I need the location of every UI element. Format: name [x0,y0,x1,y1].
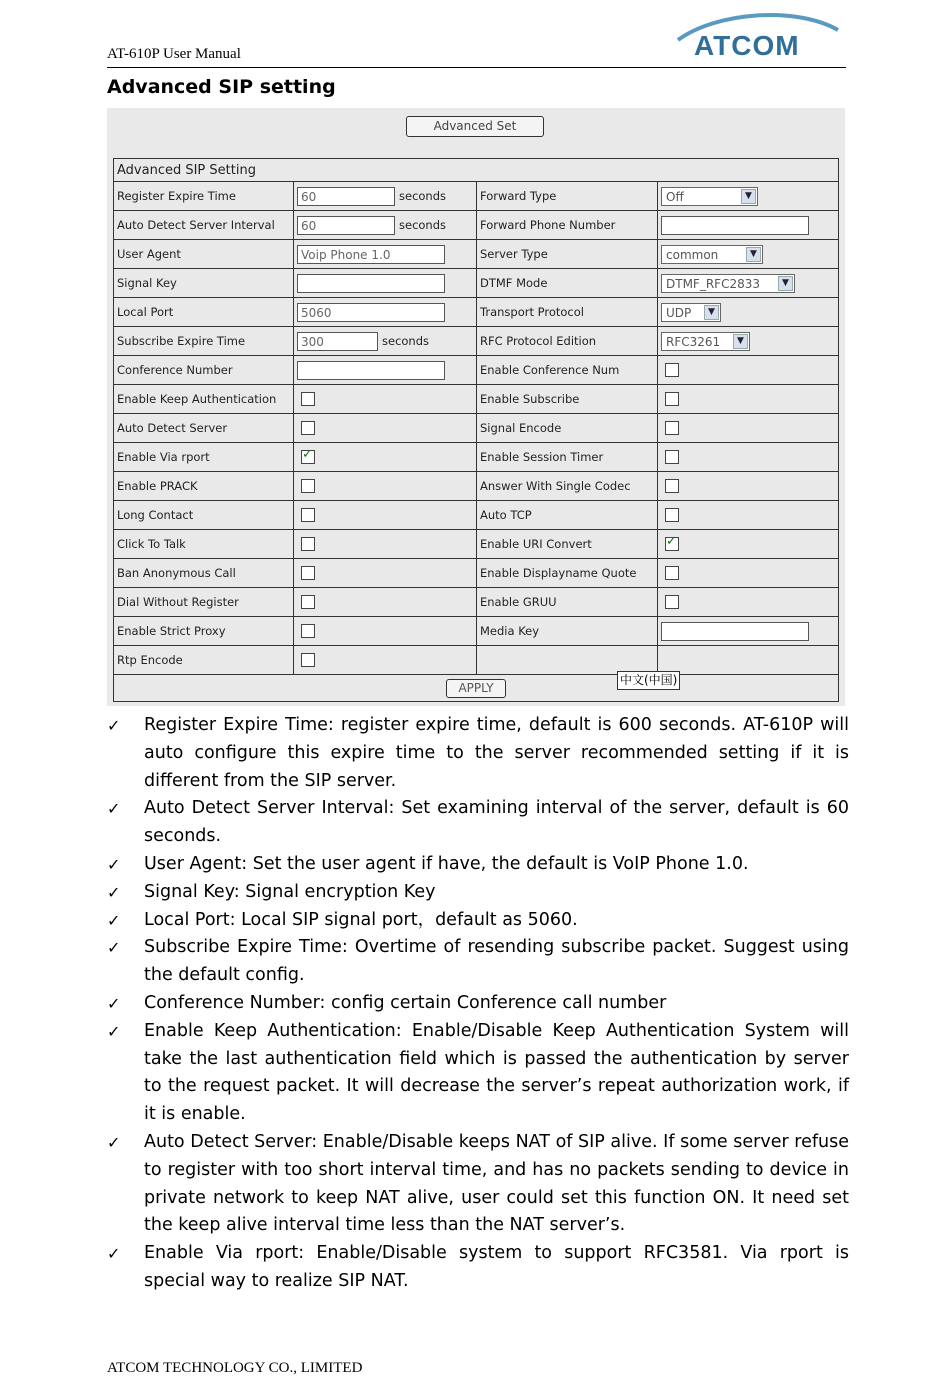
session-timer-label: Enable Session Timer [477,443,658,472]
single-codec-label: Answer With Single Codec [477,472,658,501]
prack-label: Enable PRACK [114,472,294,501]
auto-detect-interval-label: Auto Detect Server Interval [114,211,294,240]
auto-tcp-checkbox[interactable] [665,508,679,522]
header-divider [107,67,846,68]
strict-proxy-checkbox[interactable] [301,624,315,638]
checkmark-icon: ✓ [107,799,121,819]
doc-header-title: AT-610P User Manual [107,46,241,62]
via-rport-checkbox[interactable] [301,450,315,464]
forward-type-select[interactable] [661,187,758,206]
list-item: ✓ Auto Detect Server: Enable/Disable keeps NAT of SIP alive. If some server refuse to register with too short interval time, and has no packets sending to device in private network to keep NAT alive, user could set this function ON. It need set the keep alive interval time less than the NAT server’s. [107,1129,849,1240]
doc-footer: ATCOM TECHNOLOGY CO., LIMITED [107,1360,363,1376]
prack-checkbox[interactable] [301,479,315,493]
long-contact-checkbox[interactable] [301,508,315,522]
forward-type-label: Forward Type [477,182,658,211]
list-item: ✓ Conference Number: config certain Conference call number [107,990,849,1018]
rtp-encode-label: Rtp Encode [114,646,294,675]
subscribe-expire-input[interactable]: 300 [297,332,378,351]
dtmf-mode-label: DTMF Mode [477,269,658,298]
click-to-talk-checkbox[interactable] [301,537,315,551]
register-expire-label: Register Expire Time [114,182,294,211]
ban-anon-checkbox[interactable] [301,566,315,580]
auto-tcp-label: Auto TCP [477,501,658,530]
server-type-select[interactable] [661,245,763,264]
signal-key-input[interactable] [297,274,445,293]
dtmf-mode-select[interactable] [661,274,795,293]
dtmf-mode-value: DTMF_RFC2833 [666,276,760,291]
subscribe-expire-label: Subscribe Expire Time [114,327,294,356]
checkmark-icon: ✓ [107,1021,121,1041]
list-item: ✓ Local Port: Local SIP signal port，default as 5060. [107,907,849,935]
list-item: ✓ Signal Key: Signal encryption Key [107,879,849,907]
checkmark-icon: ✓ [107,882,121,902]
rfc-edition-label: RFC Protocol Edition [477,327,658,356]
rfc-edition-select[interactable] [661,332,750,351]
register-expire-input[interactable]: 60 [297,187,395,206]
gruu-checkbox[interactable] [665,595,679,609]
register-expire-unit: seconds [399,189,447,203]
checkmark-icon: ✓ [107,910,121,930]
list-item: ✓ Enable Keep Authentication: Enable/Disable Keep Authentication System will take the last authentication field which is passed the authentication by server to the request packet. It will decrease the server’s repeat authorization work, if it is enable. [107,1018,849,1129]
list-item: ✓ Auto Detect Server Interval: Set examining interval of the server, default is 60 seconds. [107,795,849,851]
auto-detect-interval-input[interactable]: 60 [297,216,395,235]
advanced-sip-panel [107,108,845,706]
checkmark-icon: ✓ [107,993,121,1013]
signal-encode-checkbox[interactable] [665,421,679,435]
uri-convert-label: Enable URI Convert [477,530,658,559]
forward-type-value: Off [666,189,684,204]
apply-button[interactable]: APPLY [446,679,506,698]
transport-protocol-value: UDP [666,305,692,320]
uri-convert-checkbox[interactable] [665,537,679,551]
keep-auth-checkbox[interactable] [301,392,315,406]
advanced-set-button[interactable]: Advanced Set [406,116,544,137]
advanced-sip-table [113,158,839,702]
via-rport-label: Enable Via rport [114,443,294,472]
conference-number-label: Conference Number [114,356,294,385]
subscribe-checkbox[interactable] [665,392,679,406]
list-item: ✓ Enable Via rport: Enable/Disable system to support RFC3581. Via rport is special way to realize SIP NAT. [107,1240,849,1296]
dial-without-reg-checkbox[interactable] [301,595,315,609]
description-list [107,712,849,1296]
displayname-quote-checkbox[interactable] [665,566,679,580]
chevron-down-icon: ▼ [741,189,756,204]
enable-conf-num-label: Enable Conference Num [477,356,658,385]
forward-phone-input[interactable] [661,216,809,235]
click-to-talk-label: Click To Talk [114,530,294,559]
media-key-input[interactable] [661,622,809,641]
auto-detect-interval-unit: seconds [399,218,447,232]
table-title: Advanced SIP Setting [114,159,839,182]
auto-detect-server-checkbox[interactable] [301,421,315,435]
user-agent-input[interactable]: Voip Phone 1.0 [297,245,445,264]
server-type-label: Server Type [477,240,658,269]
rfc-edition-value: RFC3261 [666,334,721,349]
long-contact-label: Long Contact [114,501,294,530]
auto-detect-server-label: Auto Detect Server [114,414,294,443]
media-key-label: Media Key [477,617,658,646]
subscribe-expire-unit: seconds [382,334,430,348]
subscribe-label: Enable Subscribe [477,385,658,414]
single-codec-checkbox[interactable] [665,479,679,493]
list-item: ✓ Subscribe Expire Time: Overtime of resending subscribe packet. Suggest using the default config. [107,934,849,990]
transport-protocol-select[interactable] [661,303,721,322]
conference-number-input[interactable] [297,361,445,380]
server-type-value: common [666,247,719,262]
section-title: Advanced SIP setting [107,76,336,98]
checkmark-icon: ✓ [107,716,121,735]
signal-encode-label: Signal Encode [477,414,658,443]
chevron-down-icon: ▼ [746,247,761,262]
gruu-label: Enable GRUU [477,588,658,617]
session-timer-checkbox[interactable] [665,450,679,464]
local-port-input[interactable]: 5060 [297,303,445,322]
chevron-down-icon: ▼ [704,305,719,320]
transport-protocol-label: Transport Protocol [477,298,658,327]
displayname-quote-label: Enable Displayname Quote [477,559,658,588]
atcom-logo: ATCOM [694,30,800,61]
user-agent-label: User Agent [114,240,294,269]
strict-proxy-label: Enable Strict Proxy [114,617,294,646]
signal-key-label: Signal Key [114,269,294,298]
keep-auth-label: Enable Keep Authentication [114,385,294,414]
checkmark-icon: ✓ [107,1244,121,1264]
dial-without-reg-label: Dial Without Register [114,588,294,617]
ban-anon-label: Ban Anonymous Call [114,559,294,588]
forward-phone-label: Forward Phone Number [477,211,658,240]
language-link[interactable]: 中文(中国) [617,671,680,690]
enable-conf-num-checkbox[interactable] [665,363,679,377]
checkmark-icon: ✓ [107,938,121,958]
chevron-down-icon: ▼ [778,276,793,291]
list-item: ✓ Register Expire Time: register expire time, default is 600 seconds. AT-610P will auto configure this expire time to the server recommended setting if it is different from the SIP server. [107,712,849,795]
rtp-encode-checkbox[interactable] [301,653,315,667]
chevron-down-icon: ▼ [733,334,748,349]
checkmark-icon: ✓ [107,1132,121,1152]
list-item: ✓ User Agent: Set the user agent if have, the default is VoIP Phone 1.0. [107,851,849,879]
local-port-label: Local Port [114,298,294,327]
checkmark-icon: ✓ [107,854,121,874]
